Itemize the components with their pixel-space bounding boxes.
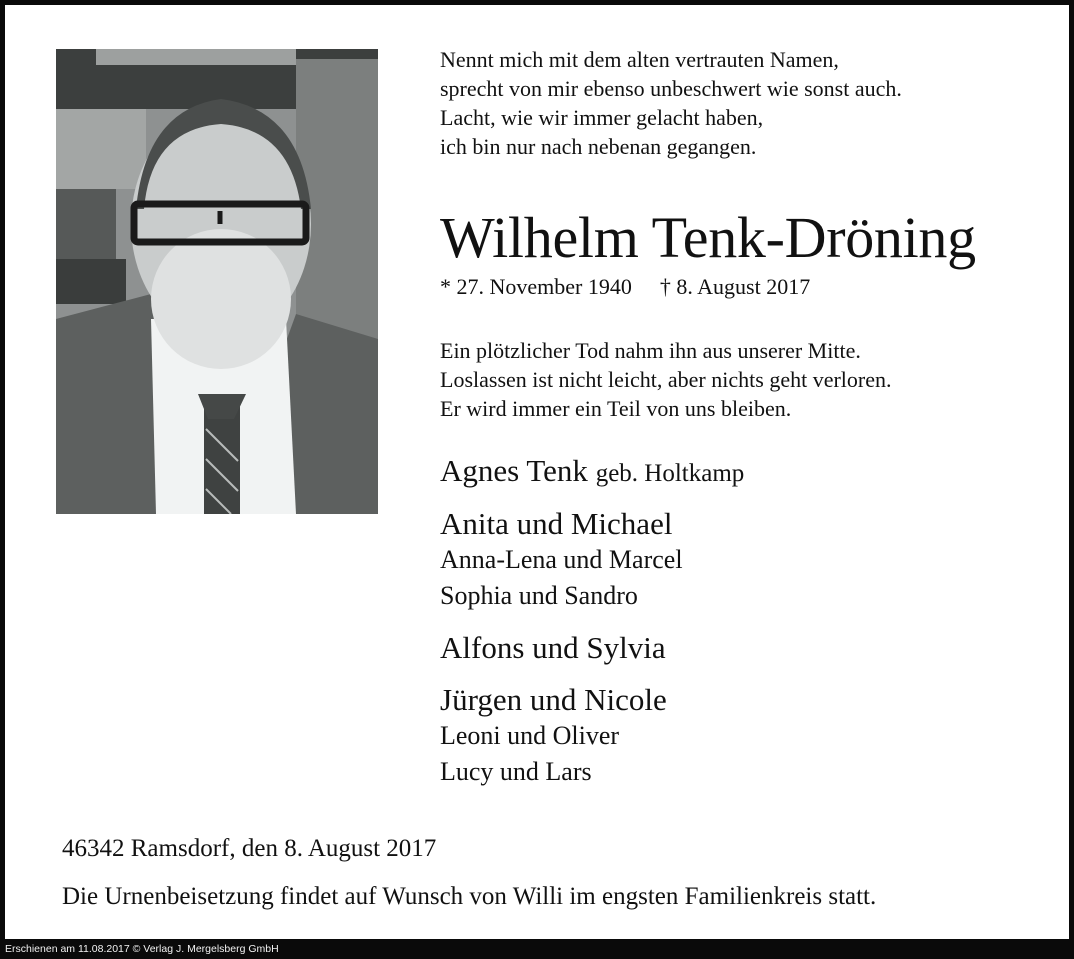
spouse-maiden-name: geb. Holtkamp: [595, 460, 745, 487]
poem-line: Lacht, wie wir immer gelacht haben,: [440, 105, 764, 130]
verse-line: Er wird immer ein Teil von uns bleiben.: [440, 396, 792, 421]
death-date: † 8. August 2017: [659, 274, 811, 299]
portrait-photo: [56, 49, 378, 514]
spouse: [440, 453, 744, 492]
family-sub: Leoni und Oliver: [440, 721, 620, 750]
family-group: [440, 506, 744, 614]
family-main: Anita und Michael: [440, 506, 673, 541]
poem: [440, 45, 902, 161]
birth-date: * 27. November 1940: [440, 274, 632, 299]
family-group: [440, 682, 744, 790]
verse-line: Ein plötzlicher Tod nahm ihn aus unserer Mitte.: [440, 338, 861, 363]
family-sub: Sophia und Sandro: [440, 581, 638, 610]
publication-footer: Erschienen am 11.08.2017 © Verlag J. Mergelsberg GmbH: [0, 940, 1074, 959]
family-group: [440, 630, 744, 666]
burial-note: Die Urnenbeisetzung findet auf Wunsch von Willi im engsten Familienkreis statt.: [62, 883, 877, 910]
life-dates: [440, 273, 810, 301]
obituary-notice: [5, 5, 1069, 939]
mourners-list: [440, 453, 744, 806]
spouse-name: Agnes Tenk: [440, 453, 588, 488]
place-and-date: 46342 Ramsdorf, den 8. August 2017: [62, 835, 437, 862]
family-sub: Anna-Lena und Marcel: [440, 545, 683, 574]
poem-line: ich bin nur nach nebenan gegangen.: [440, 134, 757, 159]
poem-line: Nennt mich mit dem alten vertrauten Namen,: [440, 47, 839, 72]
portrait-image: [56, 49, 378, 514]
verse-line: Loslassen ist nicht leicht, aber nichts geht verloren.: [440, 367, 892, 392]
family-main: Alfons und Sylvia: [440, 630, 666, 665]
family-sub: Lucy und Lars: [440, 757, 592, 786]
deceased-name: Wilhelm Tenk-Dröning: [440, 205, 976, 270]
family-main: Jürgen und Nicole: [440, 682, 667, 717]
poem-line: sprecht von mir ebenso unbeschwert wie sonst auch.: [440, 76, 902, 101]
verse: [440, 336, 891, 423]
